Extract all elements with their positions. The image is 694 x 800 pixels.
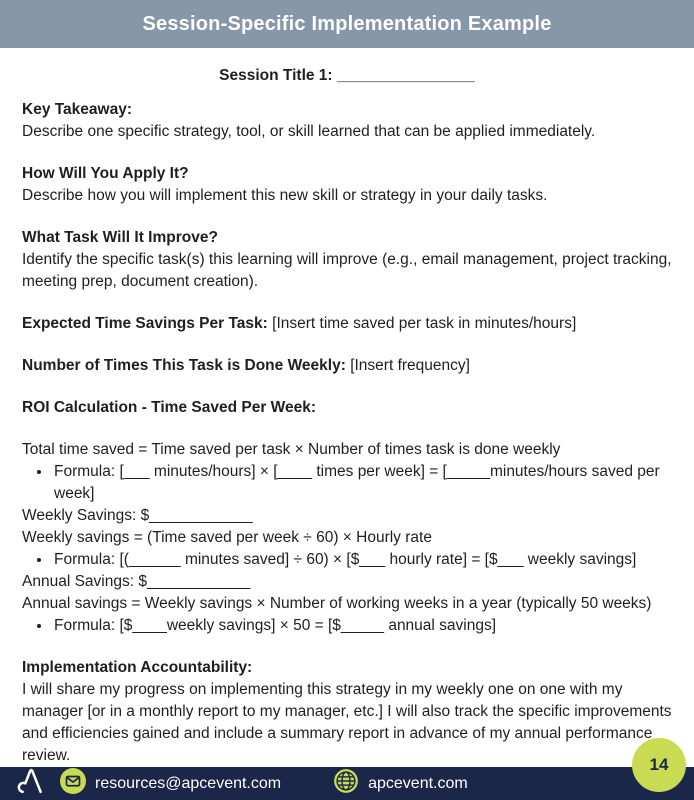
- footer-bar: [0, 767, 694, 800]
- section-heading: How Will You Apply It?: [22, 165, 189, 182]
- email-icon: [60, 768, 86, 799]
- footer-email-group: [60, 768, 281, 799]
- section-text: Describe one specific strategy, tool, or skill learned that can be applied immediately.: [22, 123, 596, 140]
- email-link[interactable]: resources@apcevent.com: [95, 774, 282, 792]
- session-title-line: Session Title 1: ________________: [219, 67, 475, 84]
- section-accountability: [22, 657, 672, 767]
- section-time-savings: [22, 313, 672, 335]
- roi-weekly-line: Weekly savings = (Time saved per week ÷ 60) × Hourly rate: [22, 529, 432, 546]
- section-heading: Key Takeaway:: [22, 101, 132, 118]
- section-key-takeaway: [22, 99, 672, 143]
- brand-logo: [14, 766, 48, 800]
- section-apply: [22, 163, 672, 207]
- field-placeholder: [Insert time saved per task in minutes/hours]: [272, 315, 577, 332]
- field-label: Number of Times This Task is Done Weekly:: [22, 357, 346, 374]
- page-header-band: [0, 0, 694, 48]
- section-frequency: [22, 355, 672, 377]
- page-number-badge: [632, 738, 686, 792]
- field-label: Expected Time Savings Per Task:: [22, 315, 268, 332]
- roi-annual-formula-list: [22, 615, 672, 637]
- globe-icon: [333, 768, 359, 799]
- section-text: Identify the specific task(s) this learning will improve (e.g., email management, project tracking, meeting prep, document creation).: [22, 251, 672, 290]
- section-roi-calculation: [22, 439, 672, 637]
- document-body: [0, 85, 694, 767]
- page-number: 14: [649, 755, 669, 774]
- section-text: I will share my progress on implementing this strategy in my weekly one on one with my manager [or in a monthly report to my manager, etc.] I will also track the specific improvements and efficiencies gained and include a summary report in advance of my annual performance review.: [22, 681, 672, 764]
- roi-weekly-formula-list: [22, 549, 672, 571]
- formula-item: • Formula: [$____weekly savings] × 50 = [$_____ annual savings]: [52, 615, 672, 637]
- section-heading: What Task Will It Improve?: [22, 229, 218, 246]
- section-text: Describe how you will implement this new skill or strategy in your daily tasks.: [22, 187, 548, 204]
- section-roi-heading: [22, 397, 672, 419]
- footer-website-group: [333, 768, 468, 799]
- section-heading: ROI Calculation - Time Saved Per Week:: [22, 399, 317, 416]
- field-placeholder: [Insert frequency]: [350, 357, 470, 374]
- formula-item: • Formula: [___ minutes/hours] × [____ times per week] = [_____minutes/hours saved per week]: [52, 461, 672, 505]
- roi-total-line: Total time saved = Time saved per task × Number of times task is done weekly: [22, 441, 561, 458]
- roi-annual-line: Annual savings = Weekly savings × Number of working weeks in a year (typically 50 weeks): [22, 595, 652, 612]
- annual-savings-blank: Annual Savings: $____________: [22, 573, 251, 590]
- formula-item: • Formula: [(______ minutes saved] ÷ 60) × [$___ hourly rate] = [$___ weekly savings]: [52, 549, 672, 571]
- section-task-improve: [22, 227, 672, 293]
- weekly-savings-blank: Weekly Savings: $____________: [22, 507, 253, 524]
- roi-total-formula-list: [22, 461, 672, 505]
- website-link[interactable]: apcevent.com: [368, 774, 468, 792]
- page-title: Session-Specific Implementation Example: [142, 12, 552, 35]
- section-heading: Implementation Accountability:: [22, 659, 253, 676]
